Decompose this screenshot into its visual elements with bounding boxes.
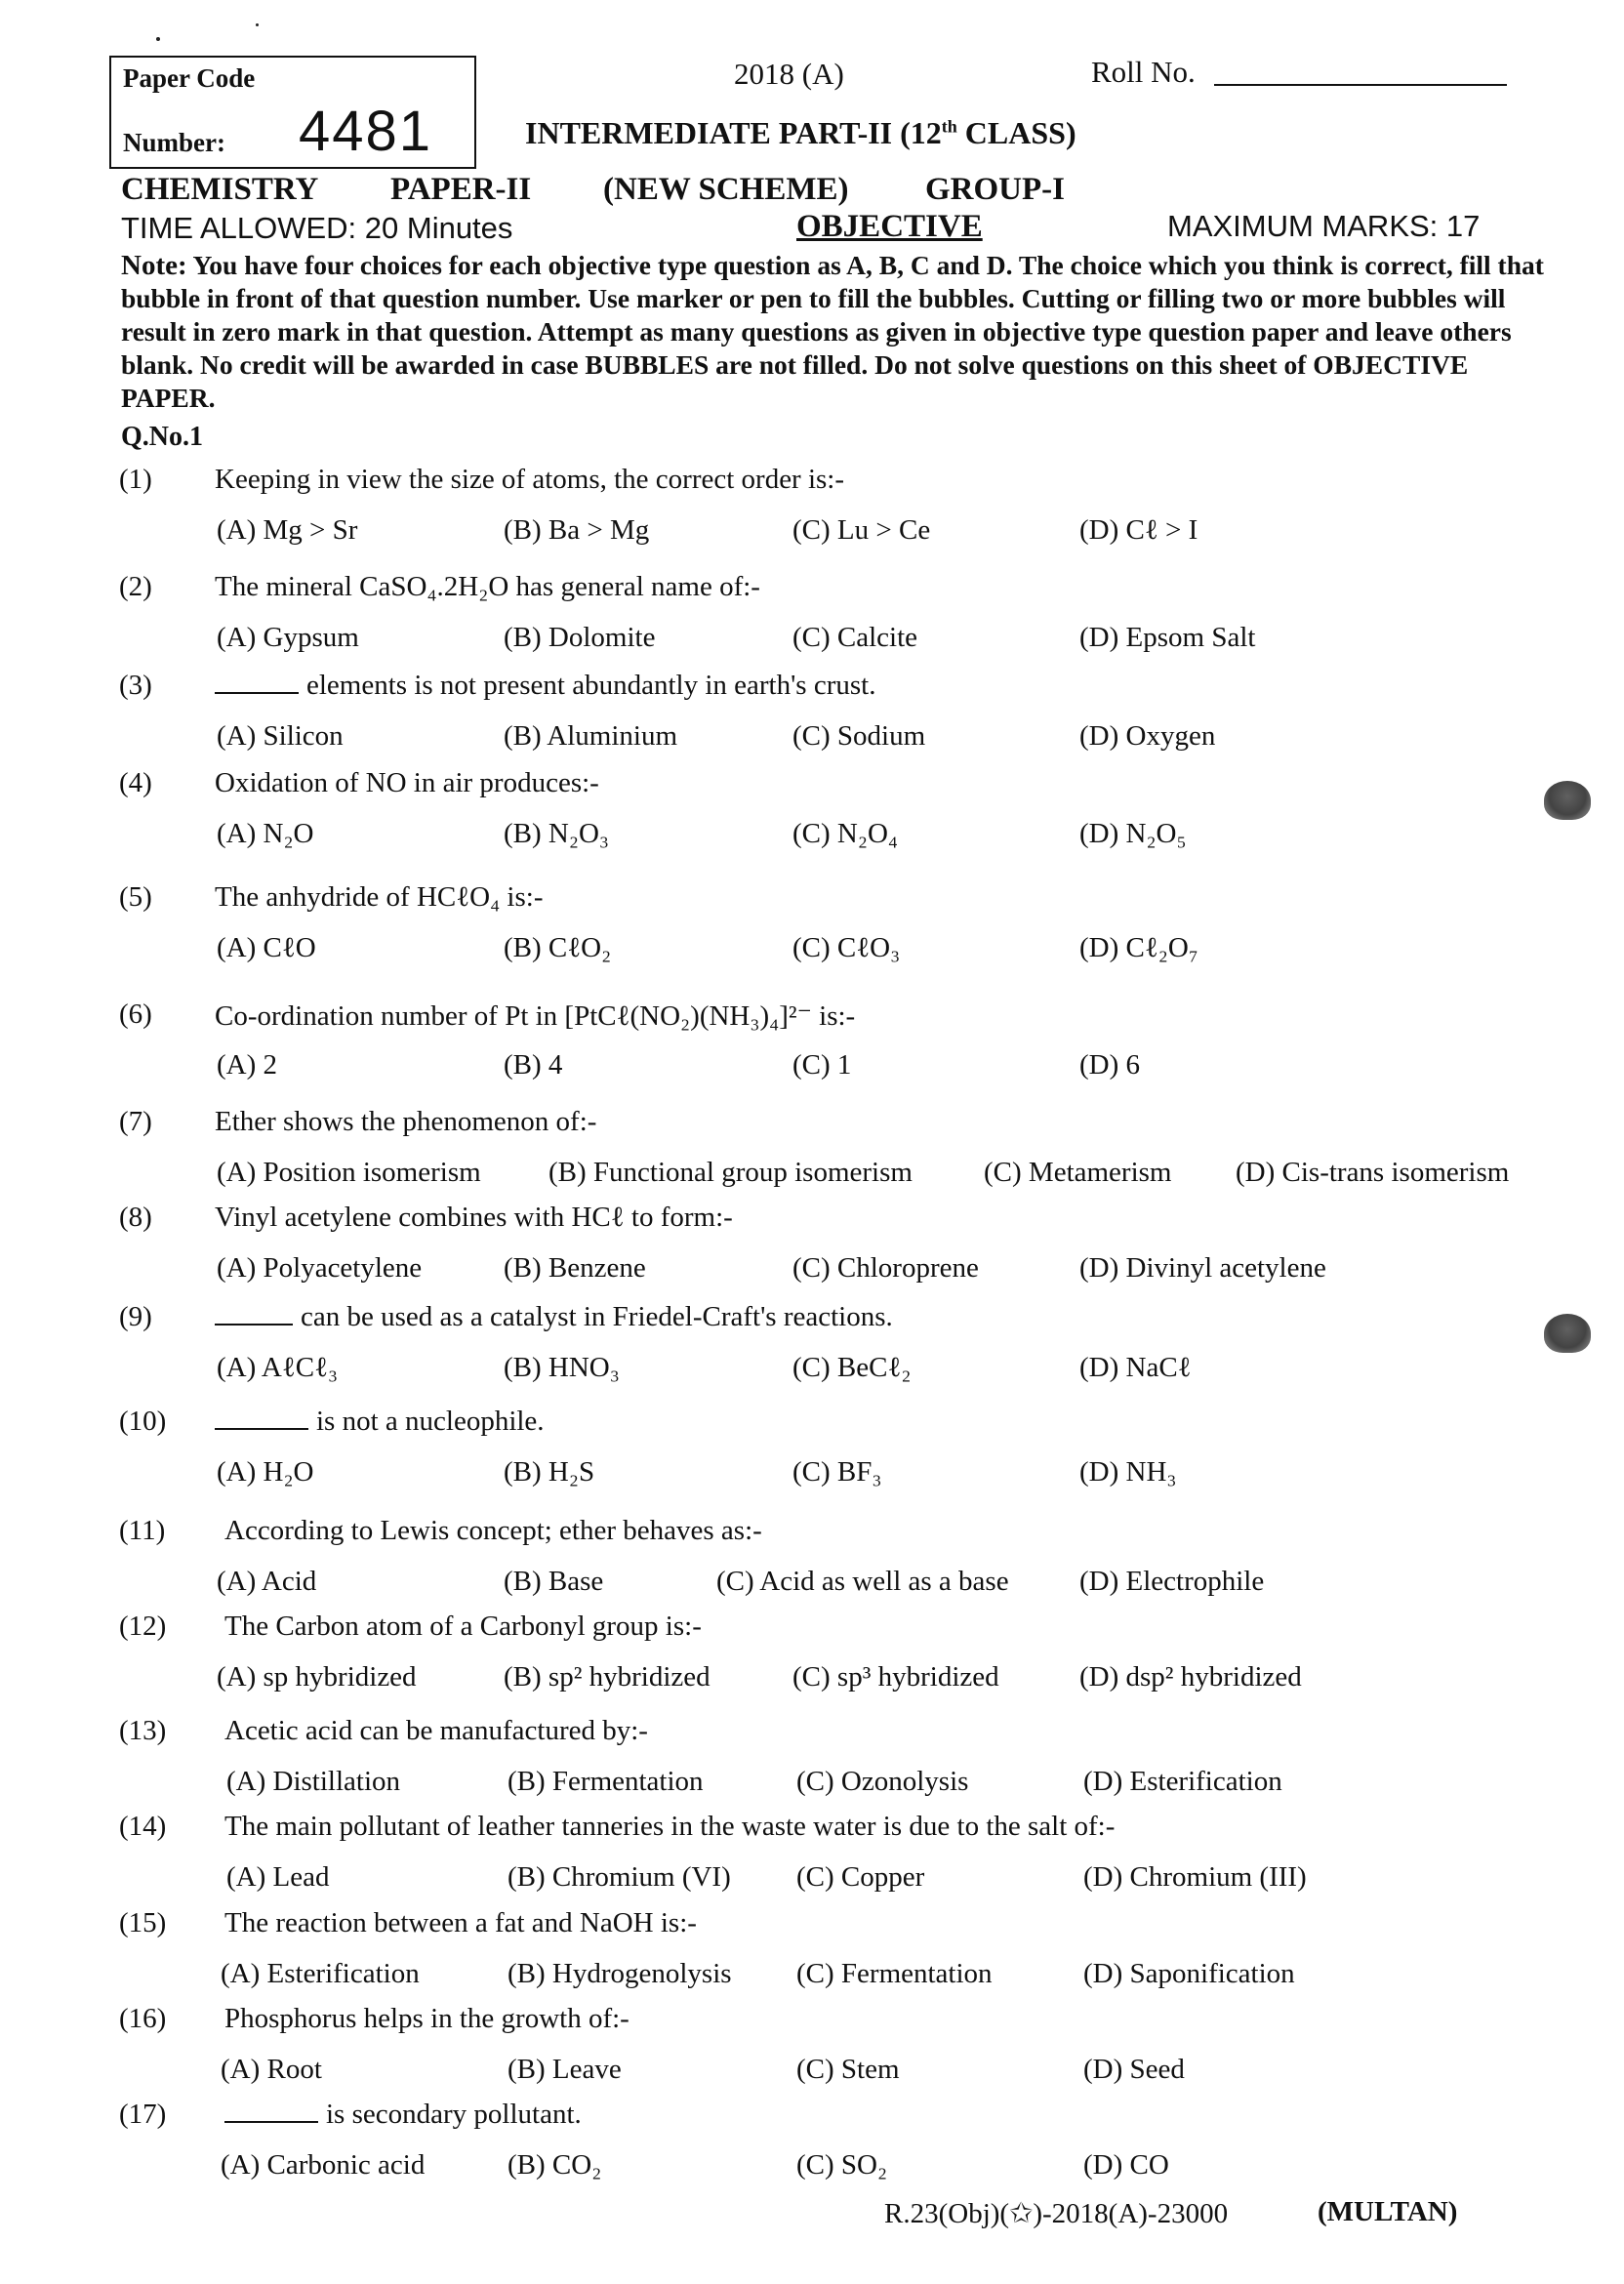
option-c[interactable]: (C) Chloroprene bbox=[792, 1252, 979, 1284]
instructions-note bbox=[121, 249, 1546, 415]
option-c[interactable]: (C) sp³ hybridized bbox=[792, 1661, 999, 1693]
question-number: (16) bbox=[119, 2003, 167, 2034]
question-item bbox=[0, 1202, 1624, 1299]
question-item bbox=[0, 1406, 1624, 1503]
question-stem: Keeping in view the size of atoms, the correct order is:- bbox=[215, 464, 845, 495]
option-b[interactable]: (B) Chromium (VI) bbox=[508, 1861, 731, 1893]
option-b[interactable]: (B) Benzene bbox=[504, 1252, 646, 1284]
paper-number: 4481 bbox=[299, 100, 433, 163]
question-item bbox=[0, 571, 1624, 669]
option-d[interactable]: (D) Electrophile bbox=[1079, 1566, 1265, 1597]
question-number: (6) bbox=[119, 999, 152, 1030]
fill-in-blank bbox=[215, 671, 299, 694]
question-item bbox=[0, 2003, 1624, 2100]
question-number: (10) bbox=[119, 1406, 167, 1437]
option-a[interactable]: (A) Esterification bbox=[221, 1958, 420, 1989]
footer-region: (MULTAN) bbox=[1318, 2196, 1458, 2227]
question-stem: is not a nucleophile. bbox=[215, 1406, 545, 1438]
section-label: OBJECTIVE bbox=[796, 209, 983, 244]
option-a[interactable]: (A) Lead bbox=[226, 1861, 330, 1893]
question-stem: Vinyl acetylene combines with HCℓ to form:- bbox=[215, 1202, 733, 1233]
question-item bbox=[0, 1515, 1624, 1612]
question-stem: The anhydride of HCℓO₄ is:- bbox=[215, 881, 544, 913]
question-item bbox=[0, 464, 1624, 561]
question-item bbox=[0, 670, 1624, 767]
question-stem: The mineral CaSO₄.2H₂O has general name of:- bbox=[215, 571, 760, 602]
question-stem: Ether shows the phenomenon of:- bbox=[215, 1106, 597, 1137]
question-number: (13) bbox=[119, 1715, 167, 1746]
fill-in-blank bbox=[215, 1407, 308, 1430]
option-a[interactable]: (A) H₂O bbox=[217, 1456, 314, 1488]
question-number: (5) bbox=[119, 881, 152, 913]
question-item bbox=[0, 999, 1624, 1096]
option-c[interactable]: (C) Ozonolysis bbox=[796, 1766, 969, 1797]
paper-code-label: Paper Code bbox=[123, 63, 256, 93]
question-stem: can be used as a catalyst in Friedel-Craft's reactions. bbox=[215, 1301, 893, 1333]
option-a[interactable]: (A) Silicon bbox=[217, 720, 344, 752]
option-a[interactable]: (A) Position isomerism bbox=[217, 1157, 481, 1188]
question-stem: Phosphorus helps in the growth of:- bbox=[224, 2003, 629, 2034]
question-item bbox=[0, 1301, 1624, 1399]
question-heading: Q.No.1 bbox=[121, 422, 203, 452]
paper-name: PAPER-II bbox=[390, 172, 532, 207]
option-b[interactable]: (B) CO₂ bbox=[508, 2149, 602, 2181]
time-allowed: TIME ALLOWED: 20 Minutes bbox=[121, 211, 513, 245]
scan-speck bbox=[156, 37, 160, 41]
question-item bbox=[0, 881, 1624, 979]
option-b[interactable]: (B) Fermentation bbox=[508, 1766, 704, 1797]
question-stem: According to Lewis concept; ether behaves as:- bbox=[224, 1515, 762, 1546]
option-a[interactable]: (A) Gypsum bbox=[217, 622, 359, 653]
option-d[interactable]: (D) Epsom Salt bbox=[1079, 622, 1256, 653]
subject-name: CHEMISTRY bbox=[121, 172, 319, 207]
question-number: (12) bbox=[119, 1611, 167, 1642]
roll-no-field[interactable] bbox=[1214, 84, 1507, 86]
question-item bbox=[0, 1811, 1624, 1908]
question-item bbox=[0, 2099, 1624, 2196]
option-d[interactable]: (D) Divinyl acetylene bbox=[1079, 1252, 1326, 1284]
exam-title: INTERMEDIATE PART-II (12th CLASS) bbox=[525, 115, 1076, 150]
option-a[interactable]: (A) Mg > Sr bbox=[217, 514, 358, 546]
option-b[interactable]: (B) N₂O₃ bbox=[504, 818, 610, 849]
option-d[interactable]: (D) 6 bbox=[1079, 1049, 1141, 1081]
option-c[interactable]: (C) Sodium bbox=[792, 720, 926, 752]
option-c[interactable]: (C) Metamerism bbox=[984, 1157, 1172, 1188]
question-number: (3) bbox=[119, 670, 152, 701]
question-number: (2) bbox=[119, 571, 152, 602]
question-stem: The main pollutant of leather tanneries in the waste water is due to the salt of:- bbox=[224, 1811, 1116, 1842]
option-b[interactable]: (B) HNO₃ bbox=[504, 1352, 620, 1383]
paper-code-box bbox=[109, 56, 476, 169]
option-d[interactable]: (D) Seed bbox=[1083, 2054, 1185, 2085]
option-a[interactable]: (A) CℓO bbox=[217, 932, 316, 963]
option-d[interactable]: (D) Chromium (III) bbox=[1083, 1861, 1307, 1893]
option-d[interactable]: (D) Oxygen bbox=[1079, 720, 1216, 752]
question-item bbox=[0, 1715, 1624, 1813]
option-a[interactable]: (A) AℓCℓ₃ bbox=[217, 1352, 339, 1383]
option-b[interactable]: (B) Aluminium bbox=[504, 720, 678, 752]
option-d[interactable]: (D) N₂O₅ bbox=[1079, 818, 1187, 849]
scan-speck bbox=[256, 23, 259, 26]
question-stem: Co-ordination number of Pt in [PtCℓ(NO₂)(NH₃)₄]²⁻ is:- bbox=[215, 1000, 856, 1032]
question-number: (9) bbox=[119, 1301, 152, 1332]
question-item bbox=[0, 1611, 1624, 1708]
max-marks: MAXIMUM MARKS: 17 bbox=[1167, 209, 1481, 243]
option-c[interactable]: (C) Lu > Ce bbox=[792, 514, 931, 546]
option-b[interactable]: (B) Leave bbox=[508, 2054, 622, 2085]
option-a[interactable]: (A) Distillation bbox=[226, 1766, 401, 1797]
question-number: (7) bbox=[119, 1106, 152, 1137]
question-stem: Oxidation of NO in air produces:- bbox=[215, 767, 599, 798]
question-item bbox=[0, 767, 1624, 865]
option-c[interactable]: (C) Acid as well as a base bbox=[716, 1566, 1009, 1597]
question-number: (15) bbox=[119, 1907, 167, 1938]
option-d[interactable]: (D) Cis-trans isomerism bbox=[1236, 1157, 1510, 1188]
question-stem: The reaction between a fat and NaOH is:- bbox=[224, 1907, 697, 1938]
scheme-label: (NEW SCHEME) bbox=[603, 172, 849, 207]
option-c[interactable]: (C) Calcite bbox=[792, 622, 918, 653]
question-number: (8) bbox=[119, 1202, 152, 1233]
option-b[interactable]: (B) 4 bbox=[504, 1049, 563, 1081]
question-number: (1) bbox=[119, 464, 152, 495]
option-b[interactable]: (B) Dolomite bbox=[504, 622, 656, 653]
question-number: (11) bbox=[119, 1515, 166, 1546]
option-d[interactable]: (D) Cℓ > I bbox=[1079, 514, 1198, 546]
question-stem: The Carbon atom of a Carbonyl group is:- bbox=[224, 1611, 702, 1642]
option-a[interactable]: (A) 2 bbox=[217, 1049, 278, 1081]
option-a[interactable]: (A) Acid bbox=[217, 1566, 317, 1597]
question-stem: elements is not present abundantly in earth's crust. bbox=[215, 670, 875, 702]
exam-year: 2018 (A) bbox=[734, 57, 844, 91]
option-c[interactable]: (C) N₂O₄ bbox=[792, 818, 899, 849]
roll-no-label: Roll No. bbox=[1091, 55, 1196, 89]
option-b[interactable]: (B) Base bbox=[504, 1566, 604, 1597]
option-c[interactable]: (C) SO₂ bbox=[796, 2149, 888, 2181]
option-d[interactable]: (D) NH₃ bbox=[1079, 1456, 1177, 1488]
option-d[interactable]: (D) Cℓ₂O₇ bbox=[1079, 932, 1198, 963]
option-b[interactable]: (B) sp² hybridized bbox=[504, 1661, 710, 1693]
option-c[interactable]: (C) BeCℓ₂ bbox=[792, 1352, 912, 1383]
option-a[interactable]: (A) N₂O bbox=[217, 818, 314, 849]
fill-in-blank bbox=[224, 2100, 318, 2123]
option-b[interactable]: (B) CℓO₂ bbox=[504, 932, 612, 963]
fill-in-blank bbox=[215, 1302, 293, 1326]
option-a[interactable]: (A) Root bbox=[221, 2054, 322, 2085]
option-c[interactable]: (C) Copper bbox=[796, 1861, 925, 1893]
option-a[interactable]: (A) Polyacetylene bbox=[217, 1252, 423, 1284]
question-stem: Acetic acid can be manufactured by:- bbox=[224, 1715, 648, 1746]
question-item bbox=[0, 1907, 1624, 2005]
option-d[interactable]: (D) Saponification bbox=[1083, 1958, 1295, 1989]
option-d[interactable]: (D) Esterification bbox=[1083, 1766, 1282, 1797]
option-c[interactable]: (C) 1 bbox=[792, 1049, 852, 1081]
option-d[interactable]: (D) CO bbox=[1083, 2149, 1169, 2181]
option-d[interactable]: (D) NaCℓ bbox=[1079, 1352, 1192, 1383]
footer-code: R.23(Obj)(✩)-2018(A)-23000 bbox=[884, 2198, 1229, 2229]
option-c[interactable]: (C) Fermentation bbox=[796, 1958, 993, 1989]
question-stem: is secondary pollutant. bbox=[224, 2099, 582, 2131]
option-b[interactable]: (B) H₂S bbox=[504, 1456, 595, 1488]
option-b[interactable]: (B) Functional group isomerism bbox=[548, 1157, 913, 1188]
note-label: Note: bbox=[121, 250, 187, 281]
number-label: Number: bbox=[123, 128, 225, 157]
option-a[interactable]: (A) sp hybridized bbox=[217, 1661, 417, 1693]
option-a[interactable]: (A) Carbonic acid bbox=[221, 2149, 426, 2181]
question-number: (17) bbox=[119, 2099, 167, 2130]
option-c[interactable]: (C) CℓO₃ bbox=[792, 932, 901, 963]
option-b[interactable]: (B) Hydrogenolysis bbox=[508, 1958, 732, 1989]
option-c[interactable]: (C) BF₃ bbox=[792, 1456, 882, 1488]
question-number: (4) bbox=[119, 767, 152, 798]
option-b[interactable]: (B) Ba > Mg bbox=[504, 514, 650, 546]
group-label: GROUP-I bbox=[925, 172, 1065, 207]
question-number: (14) bbox=[119, 1811, 167, 1842]
option-d[interactable]: (D) dsp² hybridized bbox=[1079, 1661, 1302, 1693]
option-c[interactable]: (C) Stem bbox=[796, 2054, 900, 2085]
question-item bbox=[0, 1106, 1624, 1203]
note-text: You have four choices for each objective type question as A, B, C and D. The choice which you think is correct, fill that bubble in front of that question number. Use marker or pen to fill the bubbles. Cutting or filling two or more bubbles will result in zero mark in that question. Attempt as many questions as given in objective type question paper and leave others blank. No credit will be awarded in case BUBBLES are not filled. Do not solve questions on this sheet of OBJECTIVE PAPER. bbox=[121, 250, 1544, 413]
